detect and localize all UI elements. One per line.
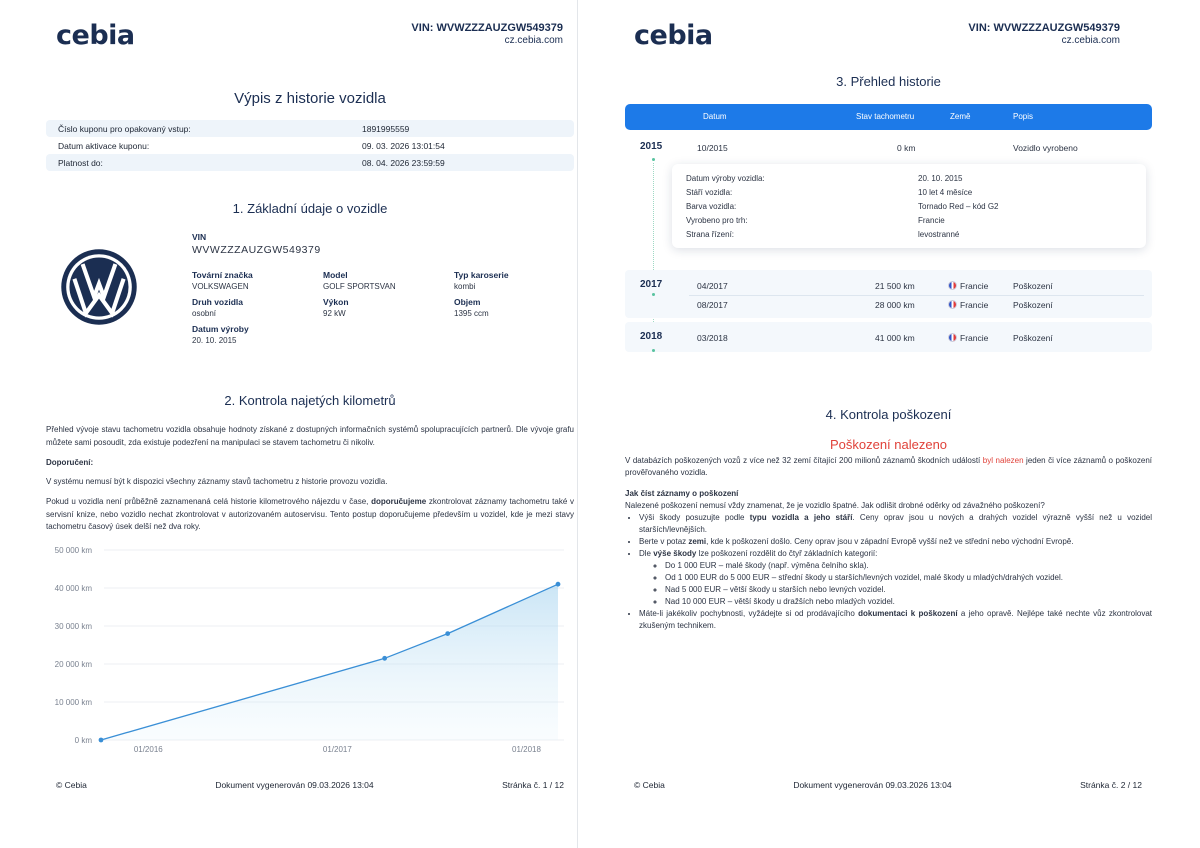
x-tick-label: 01/2018 [512, 745, 541, 754]
section-3-title: 3. Přehled historie [836, 74, 941, 89]
guide-bullet: • Dle výše škody lze poškození rozdělit do čtyř základních kategorií: ◦ Do 1 000 EUR – malé škody (např. výměna čelního skla). ◦ Od 1 000 EUR do 5 000 EUR – střední škody u starších/levných vozidel, malé škody u mladých/drahých vozidel. ◦ Nad 5 000 EUR – větší škody u starších nebo levných vozidel. ◦ Nad 10 000 EUR – větší škody u dražších nebo mladých vozidel. [639, 548, 1152, 608]
y-tick-label: 20 000 km [54, 660, 92, 669]
history-year-2015 [625, 132, 1152, 162]
history-year-2018: 2018 03/2018 41 000 km Francie Poškození [625, 322, 1152, 352]
field-brand: Tovární značka VOLKSWAGEN [192, 270, 253, 291]
field-body-type: Typ karoserie kombi [454, 270, 509, 291]
y-tick-label: 10 000 km [54, 698, 92, 707]
footer-generated: Dokument vygenerován 09.03.2026 13:04 [215, 780, 374, 790]
odometer-chart [46, 540, 576, 760]
section-4-title: 4. Kontrola poškození [825, 407, 952, 422]
col-date: Datum [703, 112, 727, 121]
x-tick-label: 01/2017 [322, 745, 352, 754]
guide-bullet: • Výši škody posuzujte podle typu vozidla a jeho stáří. Ceny oprav jsou u nových a drahých vozidel výrazně vyšší než u vozidel starších/levnějších. [639, 512, 1152, 536]
field-production-date: Datum výroby 20. 10. 2015 [192, 324, 249, 345]
coupon-row [46, 120, 574, 137]
vin-label: VIN [192, 232, 207, 242]
cebia-logo: cebia [634, 20, 713, 51]
france-flag-icon [948, 300, 957, 309]
odometer-intro: Přehled vývoje stavu tachometru vozidla obsahuje hodnoty získané z dostupných informačních systémů spolupracujících partnerů. Dle vývoje grafu můžete sami posoudit, zda existuje podezření na manipulaci se stavem tachometru či nikoliv. [46, 425, 574, 447]
coupon-label: Datum aktivace kuponu: [58, 140, 150, 151]
coupon-label: Platnost do: [58, 157, 103, 168]
recommend-text-2: Pokud u vozidla není průběžně zaznamenaná celá historie kilometrového nájezdu v čase, doporučujeme zkontrolovat záznamy tachometru také v servisní knize, nebo vozidlo nechat zkontrolovat v autorizovaném autoservisu. Tento postup doporučujeme především u vozidel, kde je mezi stavy tachometru časový úsek delší než dva roky. [46, 497, 574, 531]
x-tick-label: 01/2016 [133, 745, 163, 754]
vin-value: WVWZZZAUZGW549379 [192, 244, 321, 256]
header-vin-box [411, 22, 563, 46]
coupon-table [46, 120, 574, 171]
guide-bullet: • Máte-li jakékoliv pochybnosti, vyžádejte si od prodávajícího dokumentaci k poškození a jeho opravě. Nejlépe také nechte vůz zkontrolovat zkušeným technikem. [639, 608, 1152, 632]
field-power: Výkon 92 kW [323, 297, 349, 318]
y-tick-label: 50 000 km [54, 546, 92, 555]
header-web-link[interactable]: cz.cebia.com [1061, 35, 1120, 46]
damage-category: ◦ Nad 5 000 EUR – větší škody u starších nebo levných vozidel. [665, 584, 1152, 596]
y-tick-label: 30 000 km [54, 622, 92, 631]
guide-title: Jak číst záznamy o poškození [625, 489, 739, 498]
page-1-footer [56, 780, 564, 790]
field-displacement: Objem 1395 ccm [454, 297, 489, 318]
vehicle-details-card: Datum výroby vozidla: 20. 10. 2015 Stáří vozidla: 10 let 4 měsíce Barva vozidla: Tornado Red – kód G2 Vyrobeno pro trh: Francie Strana řízení: levostranné [672, 164, 1146, 248]
timeline-dot [652, 349, 655, 352]
footer-page-number: Stránka č. 1 / 12 [502, 780, 564, 790]
header-web-link[interactable]: cz.cebia.com [504, 35, 563, 46]
row-date: 10/2015 [697, 143, 728, 153]
guide-bullet: • Berte v potaz zemi, kde k poškození došlo. Ceny oprav jsou v západní Evropě vyšší než ve střední nebo východní Evropě. [639, 536, 1152, 548]
year-label: 2015 [640, 141, 663, 152]
damage-guide [625, 488, 1152, 632]
damage-summary: V databázích poškozených vozů z více než 32 zemí čítající 200 milionů záznamů škodních událostí byl nalezen jeden či více záznamů o poškození prověřovaného vozidla. [625, 456, 1152, 477]
odometer-point[interactable] [99, 738, 104, 743]
odometer-point[interactable] [445, 631, 450, 636]
row-description: Vozidlo vyrobeno [1013, 143, 1078, 153]
footer-copyright: © Cebia [56, 780, 87, 790]
france-flag-icon [948, 281, 957, 290]
footer-generated: Dokument vygenerován 09.03.2026 13:04 [793, 780, 952, 790]
footer-copyright: © Cebia [634, 780, 665, 790]
timeline-dot [652, 293, 655, 296]
footer-page-number: Stránka č. 2 / 12 [1080, 780, 1142, 790]
damage-category: ◦ Nad 10 000 EUR – větší škody u dražších nebo mladých vozidel. [665, 596, 1152, 608]
recommend-text-1: V systému nemusí být k dispozici všechny záznamy stavů tachometru z historie provozu vozidla. [46, 477, 388, 486]
year-label: 2018 [640, 331, 663, 342]
odometer-point[interactable] [556, 582, 561, 587]
timeline-line [653, 156, 654, 348]
y-tick-label: 0 km [74, 736, 92, 745]
odometer-area [101, 584, 558, 740]
col-odometer: Stav tachometru [856, 112, 915, 121]
damage-category: ◦ Od 1 000 EUR do 5 000 EUR – střední škody u starších/levných vozidel, malé škody u mladých/drahých vozidel. [665, 572, 1152, 584]
coupon-value: 1891995559 [362, 123, 410, 134]
year-label: 2017 [640, 279, 663, 290]
report-page-1 [0, 0, 578, 848]
coupon-value: 08. 04. 2026 23:59:59 [362, 157, 445, 168]
col-country: Země [950, 112, 971, 121]
timeline-dot [652, 158, 655, 161]
section-2-title: 2. Kontrola najetých kilometrů [224, 393, 396, 408]
recommend-label: Doporučení: [46, 458, 94, 467]
history-table-header [625, 104, 1152, 130]
row-odometer: 0 km [897, 143, 916, 153]
coupon-label: Číslo kuponu pro opakovaný vstup: [58, 123, 191, 134]
coupon-value: 09. 03. 2026 13:01:54 [362, 140, 445, 151]
cebia-logo: cebia [56, 20, 135, 51]
history-year-2017: 2017 04/2017 21 500 km Francie Poškození 08/2017 28 000 km Francie Poškození [625, 270, 1152, 318]
field-model: Model GOLF SPORTSVAN [323, 270, 396, 291]
guide-intro: Nalezené poškození nemusí vždy znamenat, že je vozidlo špatné. Jak odlišit drobné oděrky od závažného poškození? [625, 501, 1045, 510]
header-vin: VIN: WVWZZZAUZGW549379 [411, 22, 563, 34]
odometer-point[interactable] [382, 656, 387, 661]
y-tick-label: 40 000 km [54, 584, 92, 593]
coupon-row [46, 154, 574, 171]
col-description: Popis [1013, 112, 1034, 121]
coupon-row [46, 137, 574, 154]
page-2-footer [634, 780, 1142, 790]
damage-category: ◦ Do 1 000 EUR – malé škody (např. výměna čelního skla). [665, 560, 1152, 572]
header-vin-box [968, 22, 1120, 46]
page-title: Výpis z historie vozidla [234, 90, 386, 107]
field-vehicle-kind: Druh vozidla osobní [192, 297, 244, 318]
volkswagen-logo-icon [58, 246, 140, 328]
france-flag-icon [948, 333, 957, 342]
report-page-2 [578, 0, 1156, 848]
section-1-title: 1. Základní údaje o vozidle [232, 201, 388, 216]
header-vin: VIN: WVWZZZAUZGW549379 [968, 22, 1120, 34]
damage-found-heading: Poškození nalezeno [829, 437, 948, 452]
vehicle-info [192, 232, 572, 345]
